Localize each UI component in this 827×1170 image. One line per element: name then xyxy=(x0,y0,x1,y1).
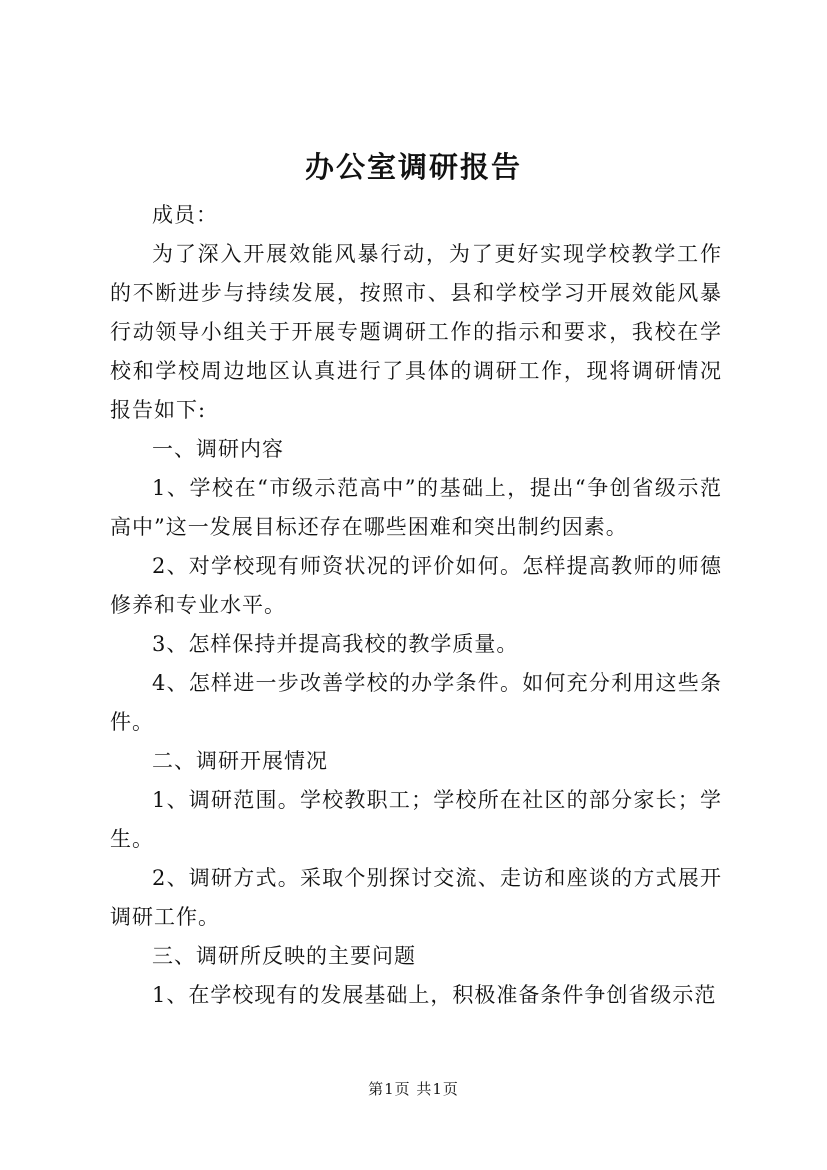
content-item-4: 4、怎样进一步改善学校的办学条件。如何充分利用这些条件。 xyxy=(110,671,722,734)
content-item-1: 1、学校在“市级示范高中”的基础上，提出“争创省级示范高中”这一发展目标还存在哪些困难和突出制约因素。 xyxy=(110,476,722,539)
content-item-3: 3、怎样保持并提高我校的教学质量。 xyxy=(152,632,519,656)
section-heading-3: 三、调研所反映的主要问题 xyxy=(152,944,416,968)
intro-paragraph: 为了深入开展效能风暴行动，为了更好实现学校教学工作的不断进步与持续发展，按照市、县和学校学习开展效能风暴行动领导小组关于开展专题调研工作的指示和要求，我校在学校和学校周边地区认真进行了具体的调研工作，现将调研情况报告如下: xyxy=(110,242,722,422)
problem-item-1: 1、在学校现有的发展基础上，积极准备条件争创省级示范 xyxy=(152,983,717,1007)
method-item: 2、调研方式。采取个别探讨交流、走访和座谈的方式展开调研工作。 xyxy=(110,866,722,929)
content-item-2: 2、对学校现有师资状况的评价如何。怎样提高教师的师德修养和专业水平。 xyxy=(110,554,722,617)
section-heading-2: 二、调研开展情况 xyxy=(152,749,328,773)
page-footer: 第1页 共1页 xyxy=(368,1080,459,1098)
section-heading-1: 一、调研内容 xyxy=(152,437,284,461)
document-body xyxy=(110,196,722,1015)
members-line: 成员： xyxy=(152,203,218,227)
document-title: 办公室调研报告 xyxy=(304,150,522,184)
scope-item: 1、调研范围。学校教职工；学校所在社区的部分家长；学生。 xyxy=(110,788,722,851)
